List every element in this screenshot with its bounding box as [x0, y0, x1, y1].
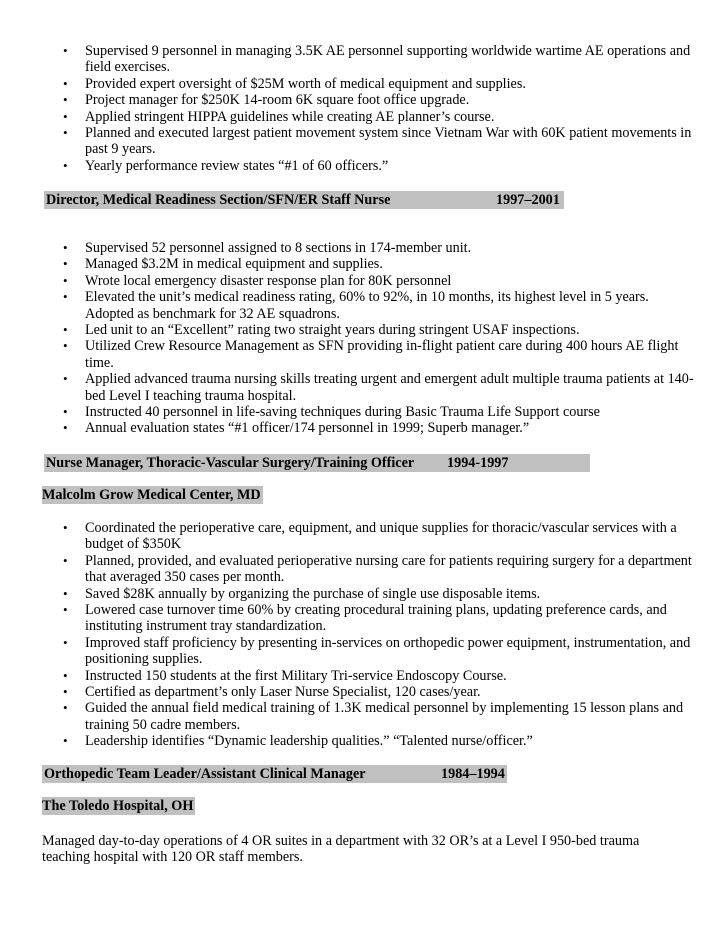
list-item: • Led unit to an “Excellent” rating two straight years during stringent USAF inspections.	[85, 322, 695, 338]
list-item: • Improved staff proficiency by presenting in-services on orthopedic power equipment, instrumentation, and positioning supplies.	[85, 635, 695, 668]
list-item: • Coordinated the perioperative care, equipment, and unique supplies for thoracic/vascular services with a budget of $350K	[85, 520, 695, 553]
list-item: • Annual evaluation states “#1 officer/174 personnel in 1999; Superb manager.”	[85, 420, 695, 436]
list-item: • Provided expert oversight of $25M worth of medical equipment and supplies.	[85, 76, 695, 92]
list-item: • Planned and executed largest patient movement system since Vietnam War with 60K patient movements in past 9 years.	[85, 125, 695, 158]
job-dates: 1994-1997	[447, 455, 509, 471]
list-item: • Supervised 52 personnel assigned to 8 sections in 174-member unit.	[85, 240, 695, 256]
job-heading-orthopedic	[42, 765, 507, 783]
list-item: • Saved $28K annually by organizing the purchase of single use disposable items.	[85, 586, 695, 602]
list-item: • Managed $3.2M in medical equipment and supplies.	[85, 256, 695, 272]
list-item: • Lowered case turnover time 60% by creating procedural training plans, updating preference cards, and instituting instrument tray standardization.	[85, 602, 695, 635]
list-item: • Applied advanced trauma nursing skills treating urgent and emergent adult multiple trauma patients at 140-bed Level I teaching trauma hospital.	[85, 371, 695, 404]
list-item: • Applied stringent HIPPA guidelines while creating AE planner’s course.	[85, 109, 695, 125]
job-title: Nurse Manager, Thoracic-Vascular Surgery/Training Officer	[46, 455, 415, 471]
list-item: • Elevated the unit’s medical readiness rating, 60% to 92%, in 10 months, its highest level in 5 years. Adopted as benchmark for 32 AE squadrons.	[85, 289, 695, 322]
job-title: Director, Medical Readiness Section/SFN/ER Staff Nurse	[46, 192, 391, 208]
list-item: • Project manager for $250K 14-room 6K square foot office upgrade.	[85, 92, 695, 108]
job-heading-nurse-manager	[44, 454, 590, 472]
list-item: • Instructed 40 personnel in life-saving techniques during Basic Trauma Life Support course	[85, 404, 695, 420]
job-summary: Managed day-to-day operations of 4 OR suites in a department with 32 OR’s at a Level I 950-bed trauma teaching hospital with 120 OR staff members.	[42, 833, 640, 866]
employer-name: Malcolm Grow Medical Center, MD	[42, 487, 261, 503]
list-item: • Planned, provided, and evaluated perioperative nursing care for patients requiring surgery for a department that averaged 350 cases per month.	[85, 553, 695, 586]
job-dates: 1984–1994	[441, 766, 505, 782]
job-dates: 1997–2001	[496, 192, 560, 208]
list-item: • Wrote local emergency disaster response plan for 80K personnel	[85, 273, 695, 289]
list-item: • Instructed 150 students at the first Military Tri-service Endoscopy Course.	[85, 668, 695, 684]
list-item: • Yearly performance review states “#1 of 60 officers.”	[85, 158, 695, 174]
director-bullet-list	[85, 240, 695, 437]
list-item: • Leadership identifies “Dynamic leadership qualities.” “Talented nurse/officer.”	[85, 733, 695, 749]
list-item: • Guided the annual field medical training of 1.3K medical personnel by implementing 15 lesson plans and training 50 cadre members.	[85, 700, 695, 733]
list-item: • Supervised 9 personnel in managing 3.5K AE personnel supporting worldwide wartime AE operations and field exercises.	[85, 43, 695, 76]
job-heading-director	[44, 191, 564, 209]
list-item: • Utilized Crew Resource Management as SFN providing in-flight patient care during 400 hours AE flight time.	[85, 338, 695, 371]
job-title: Orthopedic Team Leader/Assistant Clinical Manager	[44, 766, 366, 782]
employer-name: The Toledo Hospital, OH	[42, 798, 194, 814]
prior-role-bullet-list	[85, 43, 695, 174]
nurse-manager-bullet-list	[85, 520, 695, 750]
list-item: • Certified as department’s only Laser Nurse Specialist, 120 cases/year.	[85, 684, 695, 700]
